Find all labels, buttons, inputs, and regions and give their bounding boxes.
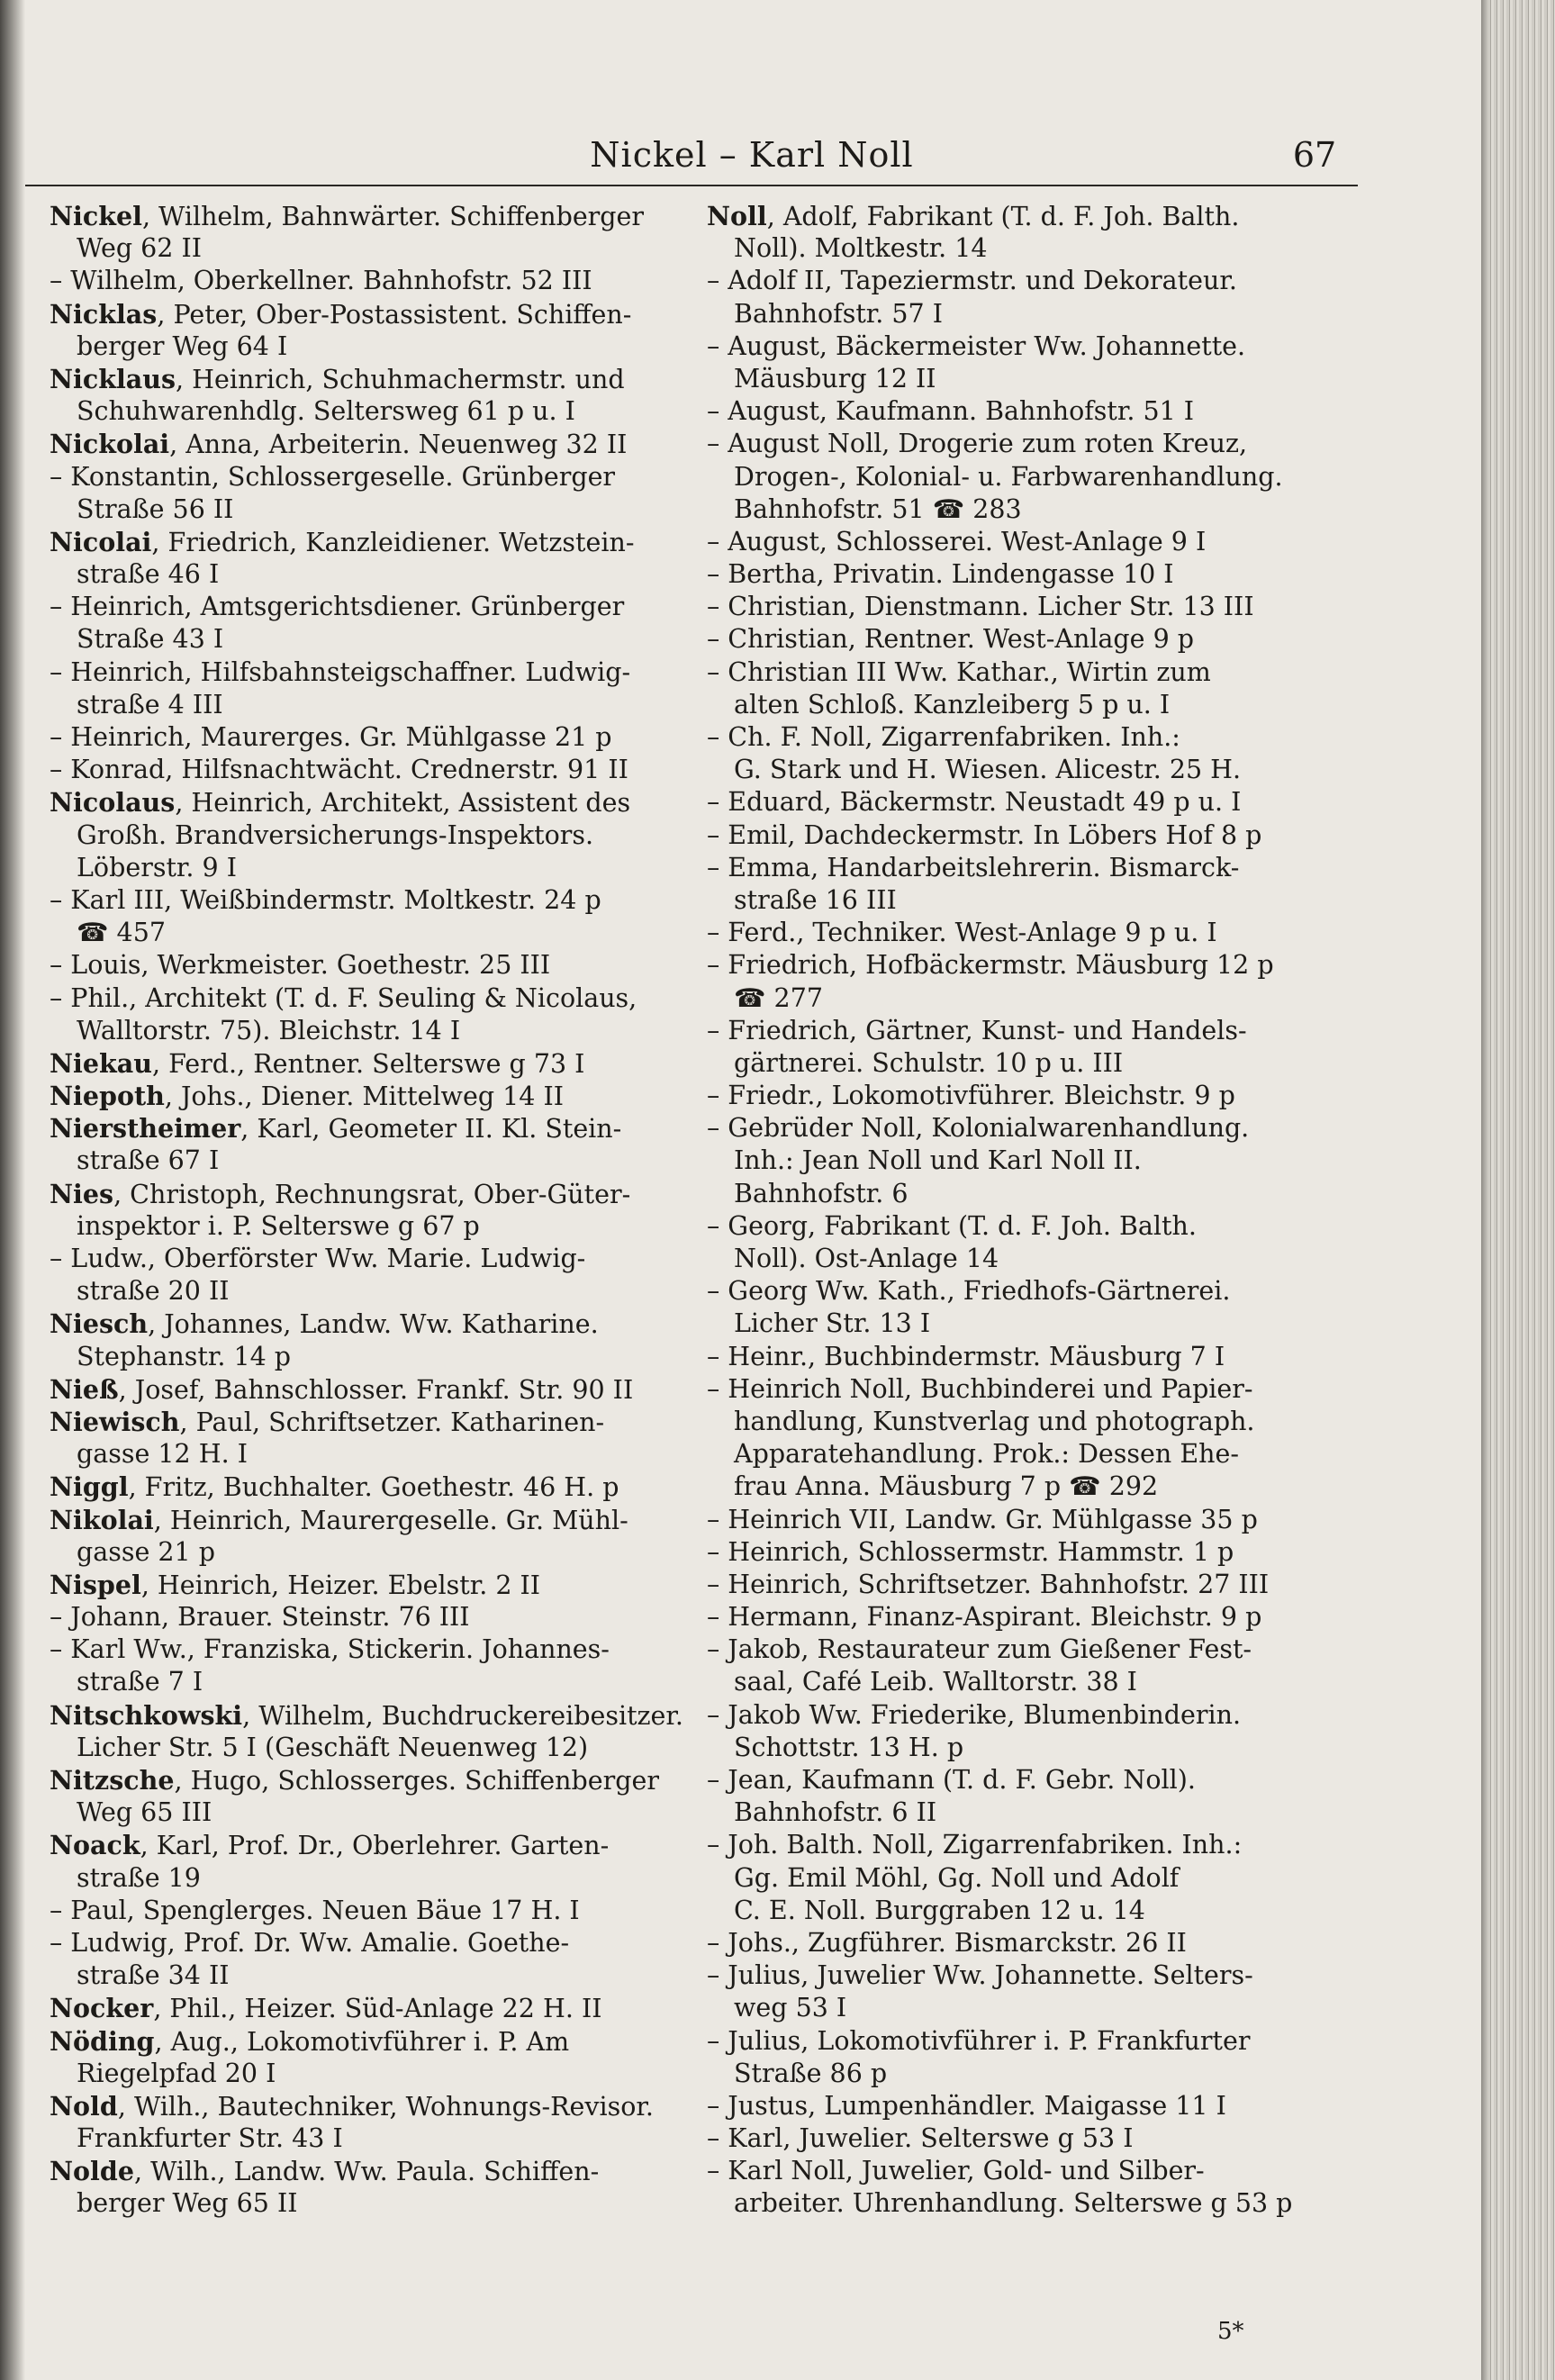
- entry-surname: Nickel: [50, 201, 142, 231]
- entry-line: Niggl, Fritz, Buchhalter. Goethestr. 46 H. p: [50, 1471, 619, 1503]
- entry-line: – Heinr., Buchbindermstr. Mäusburg 7 I: [707, 1341, 1225, 1371]
- directory-entry: [707, 1015, 1355, 1080]
- entry-line: – Gebrüder Noll, Kolonialwarenhandlung.: [707, 1113, 1250, 1144]
- entry-continuation-line: frau Anna. Mäusburg 7 p ☎ 292: [734, 1471, 1159, 1502]
- entry-surname: Niggl: [50, 1471, 129, 1503]
- directory-entry: [50, 1406, 684, 1471]
- entry-line: – Jakob, Restaurateur zum Gießener Fest-: [707, 1634, 1252, 1665]
- entry-line: Nies, Christoph, Rechnungsrat, Ober-Güter-: [50, 1178, 631, 1209]
- entry-surname: Nieß: [50, 1373, 119, 1405]
- entry-line: – Johs., Zugführer. Bismarckstr. 26 II: [707, 1927, 1187, 1958]
- entry-continuation-line: alten Schloß. Kanzleiberg 5 p u. I: [734, 689, 1171, 719]
- directory-entry: [50, 2025, 684, 2090]
- entry-continuation-line: Stephanstr. 14 p: [77, 1341, 292, 1371]
- entry-continuation-line: straße 19: [77, 1862, 201, 1893]
- directory-entry: [50, 1992, 684, 2024]
- entry-line: Noll, Adolf, Fabrikant (T. d. F. Joh. Balth.: [707, 201, 1240, 231]
- directory-entry: [707, 591, 1355, 623]
- entry-line: – Georg Ww. Kath., Friedhofs-Gärtnerei.: [707, 1276, 1231, 1307]
- directory-entry: [707, 526, 1355, 558]
- directory-entry: [50, 1927, 684, 1992]
- directory-entry: [707, 1536, 1355, 1569]
- entry-continuation-line: straße 67 I: [77, 1145, 220, 1176]
- entry-continuation-line: handlung, Kunstverlag und photograph.: [734, 1406, 1255, 1436]
- entry-line: – Ch. F. Noll, Zigarrenfabriken. Inh.:: [707, 722, 1180, 752]
- directory-entry: [50, 721, 684, 754]
- entry-surname: Niewisch: [50, 1406, 180, 1437]
- directory-entry: [707, 852, 1355, 917]
- left-column: [50, 200, 684, 2221]
- entry-continuation-line: Licher Str. 13 I: [734, 1308, 931, 1339]
- entry-line: Nickolai, Anna, Arbeiterin. Neuenweg 32 II: [50, 429, 628, 460]
- directory-entry: [50, 1633, 684, 1698]
- entry-surname: Nikolai: [50, 1504, 154, 1535]
- entry-line: – Heinrich, Hilfsbahnsteigschaffner. Ludwig-: [50, 656, 631, 687]
- directory-entry: [50, 461, 684, 526]
- entry-continuation-line: Noll). Moltkestr. 14: [734, 233, 988, 264]
- entry-line: – Emma, Handarbeitslehrerin. Bismarck-: [707, 852, 1240, 882]
- directory-entry: [707, 2122, 1355, 2155]
- entry-line: – Heinrich, Schlossermstr. Hammstr. 1 p: [707, 1536, 1234, 1567]
- directory-entry: [50, 1829, 684, 1894]
- entry-continuation-line: Apparatehandlung. Prok.: Dessen Ehe-: [734, 1439, 1239, 1470]
- entry-surname: Nickolai: [50, 429, 170, 460]
- directory-entry: [707, 1601, 1355, 1633]
- entry-continuation-line: Straße 43 I: [77, 624, 224, 655]
- entry-line: – Johann, Brauer. Steinstr. 76 III: [50, 1602, 470, 1633]
- entry-surname: Nitzsche: [50, 1765, 175, 1796]
- entry-line: – Friedr., Lokomotivführer. Bleichstr. 9 p: [707, 1081, 1235, 1111]
- entry-continuation-line: Riegelpfad 20 I: [77, 2058, 276, 2088]
- sheet-signature: 5*: [1217, 2318, 1244, 2345]
- directory-entry: [707, 1373, 1355, 1504]
- entry-line: Niekau, Ferd., Rentner. Selterswe g 73 I: [50, 1047, 585, 1079]
- entry-surname: Nolde: [50, 2156, 134, 2187]
- directory-entry: [50, 1373, 684, 1406]
- entry-line: – Hermann, Finanz-Aspirant. Bleichstr. 9 p: [707, 1602, 1262, 1633]
- directory-entry: [50, 1308, 684, 1372]
- directory-entry: [707, 917, 1355, 949]
- entry-continuation-line: gärtnerei. Schulstr. 10 p u. III: [734, 1047, 1124, 1078]
- directory-entry: [707, 623, 1355, 656]
- entry-line: – Ludw., Oberförster Ww. Marie. Ludwig-: [50, 1244, 586, 1273]
- entry-continuation-line: inspektor i. P. Selterswe g 67 p: [77, 1210, 480, 1241]
- directory-entry: [50, 591, 684, 656]
- entry-continuation-line: straße 4 III: [77, 689, 223, 719]
- entry-line: – Adolf II, Tapeziermstr. und Dekorateur.: [707, 266, 1237, 296]
- directory-entry: [707, 265, 1355, 330]
- directory-entry: [50, 1601, 684, 1633]
- entry-continuation-line: Bahnhofstr. 51 ☎ 283: [734, 493, 1022, 524]
- entry-line: – Jakob Ww. Friederike, Blumenbinderin.: [707, 1699, 1242, 1730]
- entry-continuation-line: Straße 56 II: [77, 493, 234, 524]
- entry-continuation-line: straße 34 II: [77, 1960, 230, 1991]
- entry-line: – Paul, Spenglerges. Neuen Bäue 17 H. I: [50, 1895, 580, 1925]
- entry-continuation-line: Mäusburg 12 II: [734, 363, 936, 394]
- directory-entry: [707, 1764, 1355, 1829]
- entry-continuation-line: Großh. Brandversicherungs-Inspektors.: [77, 819, 594, 850]
- entry-line: – Christian, Rentner. West-Anlage 9 p: [707, 624, 1195, 655]
- directory-entry: [707, 1927, 1355, 1959]
- page-edges: [1481, 0, 1555, 2380]
- entry-continuation-line: C. E. Noll. Burggraben 12 u. 14: [734, 1895, 1145, 1925]
- entry-line: – Konstantin, Schlossergeselle. Grünberger: [50, 461, 616, 492]
- entry-line: – Louis, Werkmeister. Goethestr. 25 III: [50, 950, 551, 981]
- entry-continuation-line: Bahnhofstr. 6 II: [734, 1797, 937, 1828]
- entry-surname: Nitschkowski: [50, 1699, 243, 1731]
- directory-entry: [707, 1829, 1355, 1927]
- entry-surname: Niepoth: [50, 1081, 165, 1112]
- entry-line: – Heinrich VII, Landw. Gr. Mühlgasse 35 p: [707, 1504, 1258, 1534]
- entry-continuation-line: straße 16 III: [734, 884, 897, 915]
- entry-surname: Noll: [707, 201, 767, 231]
- entry-line: – Christian, Dienstmann. Licher Str. 13 III: [707, 592, 1254, 622]
- entry-continuation-line: berger Weg 65 II: [77, 2188, 298, 2219]
- entry-surname: Nicolaus: [50, 787, 176, 819]
- entry-line: – Ludwig, Prof. Dr. Ww. Amalie. Goethe-: [50, 1927, 570, 1958]
- entry-line: – August, Kaufmann. Bahnhofstr. 51 I: [707, 396, 1195, 427]
- entry-line: – Heinrich, Maurerges. Gr. Mühlgasse 21 p: [50, 722, 612, 752]
- entry-continuation-line: G. Stark und H. Wiesen. Alicestr. 25 H.: [734, 755, 1242, 785]
- entry-line: Niewisch, Paul, Schriftsetzer. Katharinen-: [50, 1406, 605, 1437]
- entry-line: Nicolaus, Heinrich, Architekt, Assistent des: [50, 787, 631, 819]
- entry-surname: Niesch: [50, 1308, 149, 1340]
- book-gutter: [0, 0, 25, 2380]
- entry-line: – Emil, Dachdeckermstr. In Löbers Hof 8 p: [707, 819, 1262, 850]
- entry-line: Nold, Wilh., Bautechniker, Wohnungs-Revisor.: [50, 2090, 654, 2122]
- directory-entry: [50, 884, 684, 949]
- entry-line: – August, Bäckermeister Ww. Johannette.: [707, 330, 1246, 361]
- entry-line: – Justus, Lumpenhändler. Maigasse 11 I: [707, 2090, 1226, 2121]
- entry-line: Nolde, Wilh., Landw. Ww. Paula. Schiffen-: [50, 2156, 600, 2187]
- entry-line: Nierstheimer, Karl, Geometer II. Kl. Stein-: [50, 1113, 622, 1145]
- entry-surname: Noack: [50, 1830, 140, 1861]
- entry-line: – Phil., Architekt (T. d. F. Seuling & Nicolaus,: [50, 982, 637, 1013]
- entry-line: – August Noll, Drogerie zum roten Kreuz,: [707, 429, 1248, 459]
- directory-entry: [50, 363, 684, 428]
- page-number: 67: [1292, 135, 1337, 175]
- entry-continuation-line: Bahnhofstr. 57 I: [734, 298, 943, 329]
- directory-entry: [50, 1047, 684, 1080]
- entry-continuation-line: ☎ 457: [77, 918, 166, 948]
- entry-line: Nicklas, Peter, Ober-Postassistent. Schiffen-: [50, 298, 632, 330]
- entry-continuation-line: Schuhwarenhdlg. Seltersweg 61 p u. I: [77, 396, 575, 427]
- entry-continuation-line: Bahnhofstr. 6: [734, 1178, 909, 1208]
- entry-line: – Jean, Kaufmann (T. d. F. Gebr. Noll).: [707, 1765, 1196, 1795]
- directory-entry: [50, 1764, 684, 1829]
- directory-entry: [50, 1112, 684, 1177]
- entry-continuation-line: ☎ 277: [734, 982, 823, 1013]
- entry-continuation-line: Straße 86 p: [734, 2058, 888, 2088]
- entry-continuation-line: gasse 21 p: [77, 1536, 215, 1567]
- entry-line: Nitzsche, Hugo, Schlosserges. Schiffenberger: [50, 1765, 659, 1796]
- directory-entry: [50, 1178, 684, 1243]
- entry-line: – Julius, Juwelier Ww. Johannette. Selters-: [707, 1960, 1253, 1991]
- directory-entry: [707, 1569, 1355, 1601]
- entry-surname: Nicolai: [50, 526, 152, 557]
- entry-line: Noack, Karl, Prof. Dr., Oberlehrer. Garten-: [50, 1830, 610, 1861]
- directory-entry: [50, 428, 684, 460]
- entry-line: – Julius, Lokomotivführer i. P. Frankfurter: [707, 2025, 1251, 2056]
- entry-line: – Eduard, Bäckermstr. Neustadt 49 p u. I: [707, 787, 1242, 818]
- directory-entry: [50, 2090, 684, 2155]
- directory-entry: [50, 1504, 684, 1569]
- directory-entry: [707, 1112, 1355, 1210]
- page-header-title: Nickel – Karl Noll: [590, 135, 914, 175]
- entry-continuation-line: berger Weg 64 I: [77, 330, 288, 361]
- entry-line: Nispel, Heinrich, Heizer. Ebelstr. 2 II: [50, 1569, 541, 1600]
- entry-line: – Heinrich, Schriftsetzer. Bahnhofstr. 27 III: [707, 1569, 1270, 1599]
- entry-line: Niepoth, Johs., Diener. Mittelweg 14 II: [50, 1081, 564, 1112]
- directory-entry: [50, 1471, 684, 1503]
- directory-entry: [50, 526, 684, 591]
- entry-continuation-line: gasse 12 H. I: [77, 1439, 248, 1470]
- directory-entry: [50, 1895, 684, 1927]
- entry-line: Nicolai, Friedrich, Kanzleidiener. Wetzstein-: [50, 526, 635, 557]
- entry-line: – Christian III Ww. Kathar., Wirtin zum: [707, 656, 1211, 687]
- directory-entry: [707, 395, 1355, 428]
- directory-entry: [707, 200, 1355, 265]
- entry-line: – Karl III, Weißbindermstr. Moltkestr. 24 p: [50, 884, 601, 915]
- directory-entry: [707, 2155, 1355, 2220]
- entry-continuation-line: saal, Café Leib. Walltorstr. 38 I: [734, 1667, 1137, 1697]
- entry-continuation-line: Weg 65 III: [77, 1797, 212, 1828]
- entry-line: – Ferd., Techniker. West-Anlage 9 p u. I: [707, 918, 1217, 948]
- entry-line: Niesch, Johannes, Landw. Ww. Katharine.: [50, 1308, 599, 1340]
- entry-line: Nitschkowski, Wilhelm, Buchdruckereibesitzer.: [50, 1699, 683, 1731]
- entry-continuation-line: Licher Str. 5 I (Geschäft Neuenweg 12): [77, 1732, 589, 1762]
- directory-entry: [50, 754, 684, 786]
- directory-entry: [50, 786, 684, 884]
- directory-entry: [707, 1633, 1355, 1698]
- right-column: [707, 200, 1355, 2221]
- entry-surname: Nocker: [50, 1993, 154, 2024]
- entry-line: Nöding, Aug., Lokomotivführer i. P. Am: [50, 2025, 570, 2057]
- entry-line: – Karl, Juwelier. Selterswe g 53 I: [707, 2123, 1134, 2154]
- directory-entry: [50, 298, 684, 363]
- entry-line: – Heinrich, Amtsgerichtsdiener. Grünberger: [50, 592, 625, 622]
- directory-entry: [707, 558, 1355, 591]
- directory-entry: [707, 1699, 1355, 1764]
- entry-line: Nieß, Josef, Bahnschlosser. Frankf. Str. 90 II: [50, 1373, 634, 1405]
- entry-continuation-line: Frankfurter Str. 43 I: [77, 2123, 343, 2154]
- entry-surname: Nies: [50, 1178, 114, 1209]
- entry-line: – Karl Ww., Franziska, Stickerin. Johannes-: [50, 1634, 610, 1665]
- directory-entry: [707, 428, 1355, 526]
- entry-surname: Nierstheimer: [50, 1113, 241, 1145]
- directory-entry: [50, 982, 684, 1047]
- entry-surname: Nöding: [50, 2025, 155, 2057]
- entry-continuation-line: straße 20 II: [77, 1276, 230, 1307]
- directory-entry: [50, 2155, 684, 2220]
- entry-continuation-line: Weg 62 II: [77, 233, 202, 264]
- entry-continuation-line: Schottstr. 13 H. p: [734, 1732, 964, 1762]
- directory-entry: [50, 1699, 684, 1764]
- entry-surname: Nispel: [50, 1569, 141, 1600]
- entry-line: – August, Schlosserei. West-Anlage 9 I: [707, 526, 1207, 557]
- entry-line: Nicklaus, Heinrich, Schuhmachermstr. und: [50, 363, 625, 394]
- directory-entry: [707, 1959, 1355, 2024]
- entry-continuation-line: Löberstr. 9 I: [77, 852, 237, 882]
- directory-entry: [50, 1569, 684, 1601]
- directory-entry: [707, 2090, 1355, 2122]
- entry-continuation-line: Gg. Emil Möhl, Gg. Noll und Adolf: [734, 1862, 1180, 1893]
- entry-line: Nocker, Phil., Heizer. Süd-Anlage 22 H. II: [50, 1993, 602, 2024]
- entry-continuation-line: straße 46 I: [77, 559, 220, 590]
- directory-entry: [50, 1080, 684, 1112]
- directory-entry: [707, 1210, 1355, 1275]
- entry-surname: Niekau: [50, 1047, 152, 1079]
- header-rule: [25, 185, 1358, 186]
- directory-entry: [707, 1080, 1355, 1112]
- directory-entry: [707, 1504, 1355, 1536]
- entry-line: – Heinrich Noll, Buchbinderei und Papier-: [707, 1373, 1253, 1404]
- entry-surname: Nold: [50, 2090, 118, 2122]
- directory-entry: [50, 1243, 684, 1308]
- directory-entry: [707, 656, 1355, 721]
- directory-entry: [50, 200, 684, 265]
- entry-line: – Friedrich, Gärtner, Kunst- und Handels-: [707, 1015, 1247, 1045]
- entry-line: Nikolai, Heinrich, Maurergeselle. Gr. Mühl-: [50, 1504, 628, 1535]
- directory-entry: [707, 330, 1355, 395]
- directory-entry: [707, 721, 1355, 786]
- directory-entry: [50, 949, 684, 982]
- entry-continuation-line: straße 7 I: [77, 1667, 203, 1697]
- entry-surname: Nicklaus: [50, 363, 176, 394]
- entry-line: – Konrad, Hilfsnachtwächt. Crednerstr. 91 II: [50, 755, 628, 785]
- entry-line: – Bertha, Privatin. Lindengasse 10 I: [707, 559, 1174, 590]
- directory-entry: [50, 265, 684, 297]
- directory-entry: [707, 2025, 1355, 2090]
- entry-continuation-line: Inh.: Jean Noll und Karl Noll II.: [734, 1145, 1142, 1176]
- directory-entry: [707, 1341, 1355, 1373]
- directory-entry: [707, 819, 1355, 852]
- entry-continuation-line: Walltorstr. 75). Bleichstr. 14 I: [77, 1015, 461, 1045]
- entry-continuation-line: Noll). Ost-Anlage 14: [734, 1244, 999, 1273]
- entry-line: Nickel, Wilhelm, Bahnwärter. Schiffenberger: [50, 201, 645, 231]
- entry-line: – Friedrich, Hofbäckermstr. Mäusburg 12 p: [707, 950, 1274, 981]
- entry-line: – Joh. Balth. Noll, Zigarrenfabriken. Inh.:: [707, 1830, 1243, 1860]
- directory-entry: [50, 656, 684, 721]
- entry-continuation-line: weg 53 I: [734, 1993, 847, 2023]
- directory-entry: [707, 949, 1355, 1014]
- entry-continuation-line: Drogen-, Kolonial- u. Farbwarenhandlung.: [734, 461, 1283, 492]
- entry-line: – Wilhelm, Oberkellner. Bahnhofstr. 52 III: [50, 266, 592, 296]
- entry-continuation-line: arbeiter. Uhrenhandlung. Selterswe g 53 p: [734, 2188, 1293, 2219]
- entry-line: – Georg, Fabrikant (T. d. F. Joh. Balth.: [707, 1210, 1197, 1241]
- directory-entry: [707, 1275, 1355, 1340]
- entry-line: – Karl Noll, Juwelier, Gold- und Silber-: [707, 2156, 1205, 2186]
- entry-surname: Nicklas: [50, 298, 158, 330]
- directory-entry: [707, 786, 1355, 819]
